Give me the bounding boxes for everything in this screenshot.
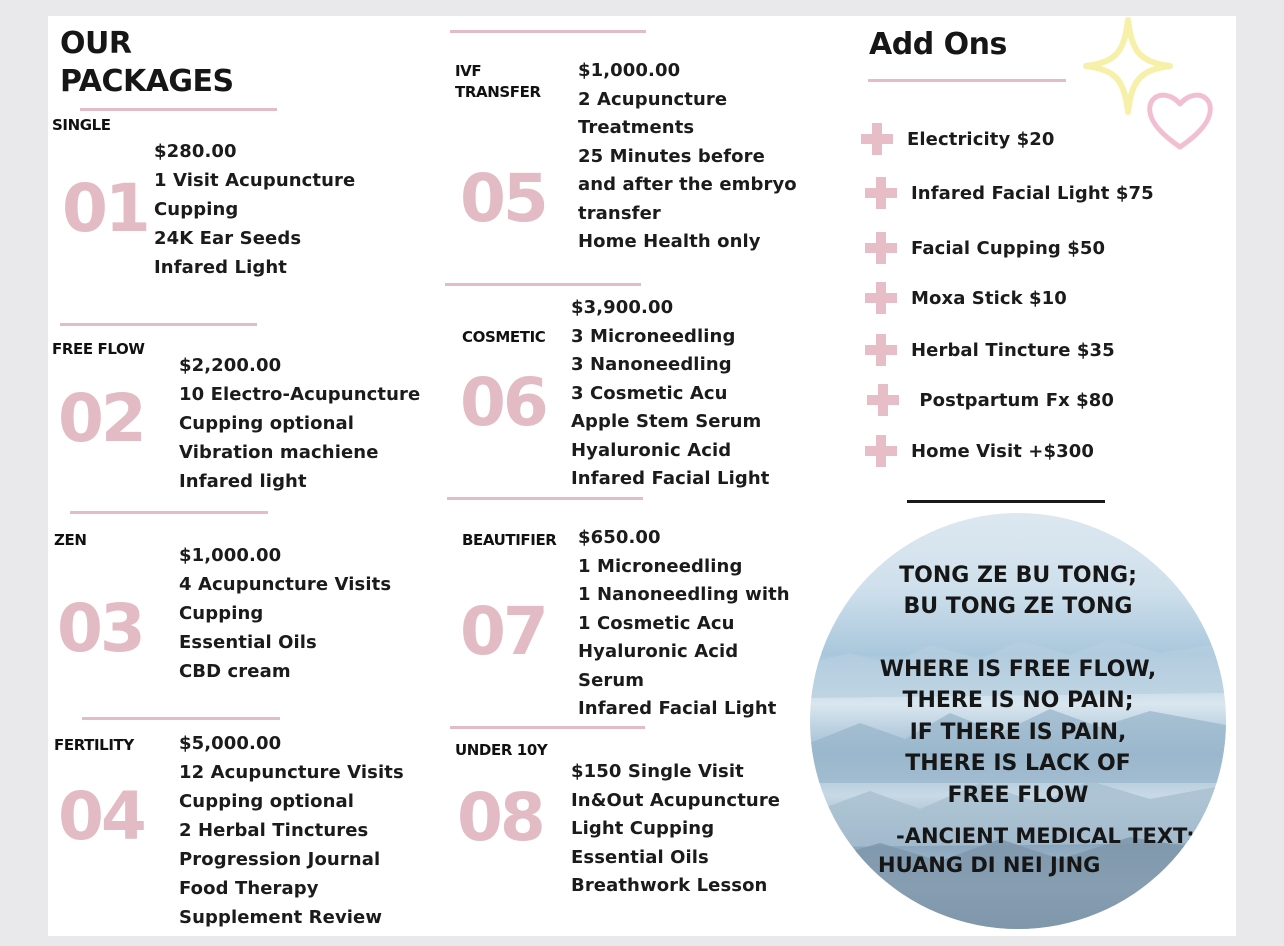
- package-number: 02: [58, 380, 144, 457]
- divider: [447, 497, 643, 500]
- packages-title-line-1: OUR: [60, 26, 132, 61]
- plus-icon: [865, 435, 897, 467]
- package-item: Breathwork Lesson: [571, 875, 768, 896]
- quote-line: WHERE IS FREE FLOW,: [879, 657, 1157, 682]
- addon-label: Postpartum Fx $80: [913, 389, 1115, 411]
- package-number: 04: [58, 778, 144, 855]
- package-item: 1 Cosmetic Acu: [578, 612, 735, 634]
- package-item: transfer: [578, 202, 661, 224]
- divider: [450, 30, 646, 33]
- package-item: Cupping: [154, 199, 239, 220]
- quote-circle: [810, 513, 1226, 929]
- package-item: CBD cream: [179, 661, 291, 682]
- package-price: $280.00: [154, 141, 237, 162]
- addon-label: Infared Facial Light $75: [911, 182, 1154, 204]
- addon-item: [861, 122, 1055, 156]
- package-details: [578, 524, 790, 724]
- package-item: 1 Microneedling: [578, 555, 743, 577]
- package-item: and after the embryo: [578, 174, 797, 195]
- package-details: [571, 758, 780, 901]
- package-item: Essential Oils: [571, 846, 709, 868]
- addon-item: [865, 333, 1115, 367]
- addon-item: [865, 176, 1154, 210]
- package-item: 3 Microneedling: [571, 325, 736, 347]
- package-item: 1 Visit Acupuncture: [154, 170, 356, 191]
- package-label-line-1: IVF: [455, 62, 482, 80]
- package-price: $2,200.00: [179, 355, 282, 376]
- package-label: SINGLE: [52, 116, 111, 134]
- package-label: BEAUTIFIER: [462, 531, 557, 549]
- package-number: 05: [460, 160, 546, 237]
- heart-icon: [1150, 95, 1211, 147]
- addon-item: [865, 231, 1105, 265]
- quote-line: THERE IS NO PAIN;: [902, 688, 1134, 713]
- divider: [60, 323, 257, 326]
- package-price: $150 Single Visit: [571, 761, 744, 782]
- packages-title-line-2: PACKAGES: [60, 64, 234, 99]
- package-item: Infared light: [179, 471, 307, 492]
- divider: [70, 511, 268, 514]
- package-item: Progression Journal: [179, 849, 381, 870]
- package-number: 08: [457, 779, 543, 856]
- package-details: [578, 57, 797, 257]
- plus-icon: [865, 282, 897, 314]
- package-details: [179, 729, 404, 932]
- addon-label: Electricity $20: [907, 128, 1055, 150]
- addon-label: Home Visit +$300: [911, 440, 1094, 462]
- package-item: Essential Oils: [179, 632, 317, 653]
- package-item: Serum: [578, 669, 645, 691]
- addons-title: Add Ons: [869, 27, 1007, 62]
- plus-icon: [861, 123, 893, 155]
- package-price: $1,000.00: [578, 60, 681, 81]
- addons-title-underline: [868, 79, 1066, 82]
- sparkle-heart-decoration: [1066, 14, 1226, 154]
- package-item: Cupping optional: [179, 791, 355, 812]
- package-item: Vibration machiene: [179, 442, 379, 463]
- addon-item: [865, 434, 1094, 468]
- package-item: Cupping: [179, 603, 264, 624]
- package-item: Supplement Review: [179, 907, 383, 928]
- package-item: Hyaluronic Acid: [571, 439, 732, 461]
- package-item: Food Therapy: [179, 878, 319, 899]
- addon-item: [867, 383, 1114, 417]
- divider: [82, 717, 280, 720]
- quote-attribution-line-1: -ANCIENT MEDICAL TEXT:: [896, 824, 1195, 848]
- package-price: $1,000.00: [179, 545, 282, 566]
- package-item: 12 Acupuncture Visits: [179, 762, 404, 783]
- package-details: [179, 351, 420, 496]
- package-item: Infared Light: [154, 257, 287, 278]
- plus-icon: [865, 232, 897, 264]
- package-label: COSMETIC: [462, 328, 546, 346]
- package-details: [154, 137, 355, 282]
- quote-line: BU TONG ZE TONG: [903, 594, 1133, 619]
- package-item: 1 Nanoneedling with: [578, 584, 790, 605]
- package-item: Apple Stem Serum: [571, 411, 762, 432]
- package-item: 2 Herbal Tinctures: [179, 820, 369, 841]
- package-item: 3 Cosmetic Acu: [571, 382, 728, 404]
- packages-title-underline: [80, 108, 277, 111]
- divider: [450, 726, 645, 729]
- package-number: 07: [460, 593, 546, 670]
- package-label: FERTILITY: [54, 736, 134, 754]
- package-item: 24K Ear Seeds: [154, 228, 302, 249]
- divider: [445, 283, 641, 286]
- package-item: Infared Facial Light: [571, 468, 770, 489]
- package-number: 06: [460, 364, 546, 441]
- package-item: Infared Facial Light: [578, 698, 777, 719]
- package-item: 2 Acupuncture: [578, 88, 728, 110]
- package-price: $3,900.00: [571, 297, 674, 318]
- quote-line: TONG ZE BU TONG;: [899, 563, 1137, 588]
- quote-text: [810, 513, 1226, 929]
- package-label-line-2: TRANSFER: [455, 83, 541, 101]
- package-number: 03: [57, 590, 143, 667]
- addon-label: Moxa Stick $10: [911, 287, 1067, 309]
- package-price: $650.00: [578, 527, 661, 548]
- package-item: 4 Acupuncture Visits: [179, 574, 392, 595]
- package-item: 10 Electro-Acupuncture: [179, 384, 421, 405]
- quote-line: IF THERE IS PAIN,: [909, 720, 1127, 745]
- package-price: $5,000.00: [179, 733, 282, 754]
- package-label: UNDER 10Y: [455, 741, 548, 759]
- package-item: Treatments: [578, 117, 695, 138]
- quote-line: THERE IS LACK OF: [905, 751, 1131, 776]
- plus-icon: [865, 177, 897, 209]
- addon-item: [865, 281, 1067, 315]
- package-label: FREE FLOW: [52, 340, 145, 358]
- package-item: 25 Minutes before: [578, 145, 765, 167]
- package-item: Light Cupping: [571, 818, 715, 839]
- package-details: [571, 294, 769, 494]
- package-item: Hyaluronic Acid: [578, 641, 739, 662]
- package-item: In&Out Acupuncture: [571, 789, 781, 811]
- package-item: 3 Nanoneedling: [571, 354, 732, 375]
- addon-label: Herbal Tincture $35: [911, 339, 1115, 361]
- addon-label: Facial Cupping $50: [911, 237, 1106, 259]
- quote-line: FREE FLOW: [947, 783, 1089, 808]
- plus-icon: [867, 384, 899, 416]
- package-details: [179, 541, 391, 686]
- package-item: Cupping optional: [179, 413, 355, 434]
- package-item: Home Health only: [578, 231, 761, 252]
- quote-divider: [907, 500, 1105, 503]
- plus-icon: [865, 334, 897, 366]
- package-label: ZEN: [54, 531, 87, 549]
- package-number: 01: [62, 170, 148, 247]
- quote-attribution-line-2: HUANG DI NEI JING: [878, 853, 1101, 877]
